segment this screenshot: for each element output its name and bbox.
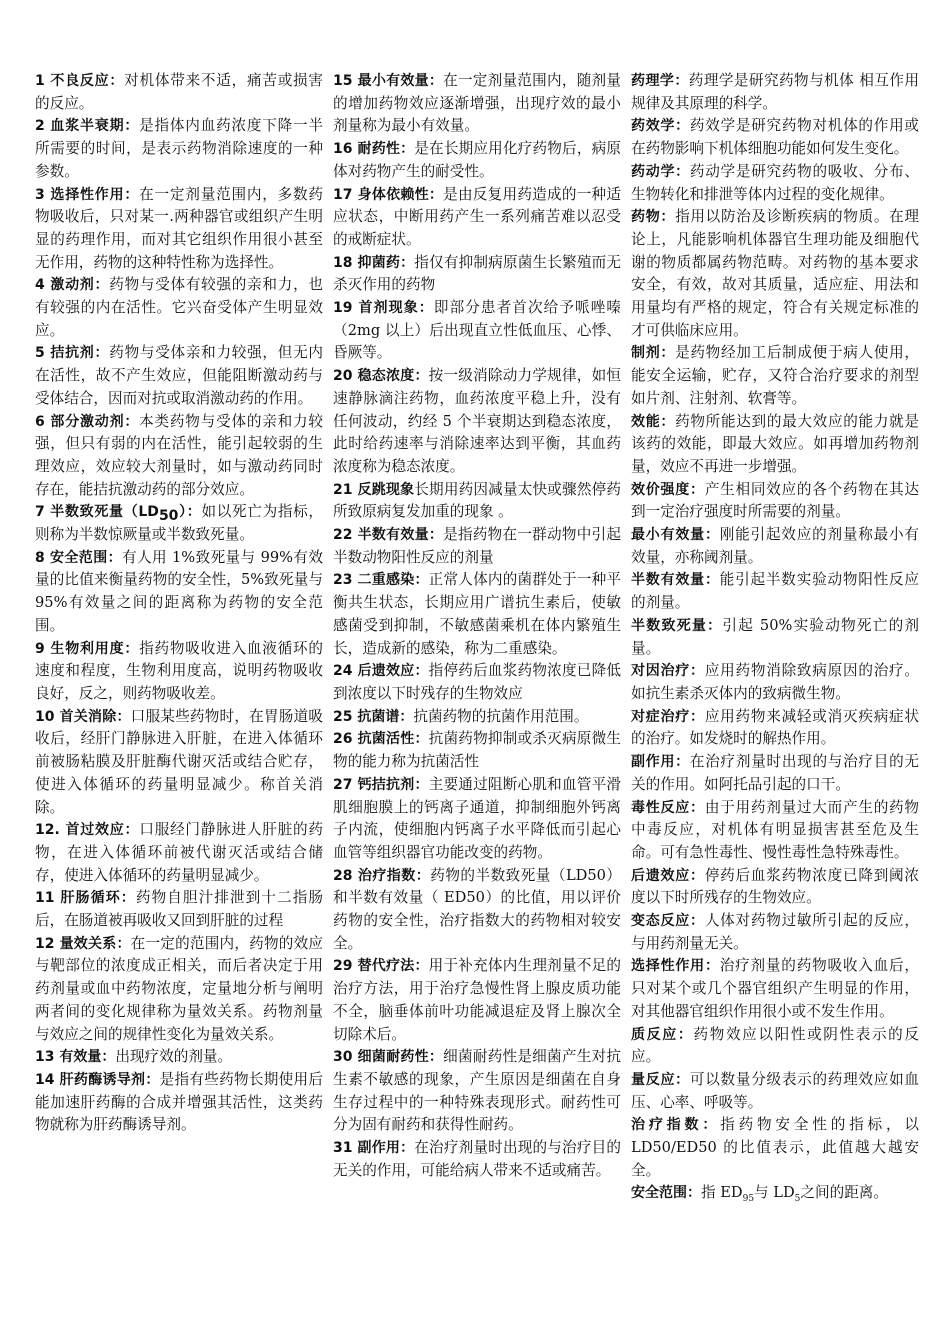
entry-definition: 本类药物与受体的亲和力较强，但只有弱的内在活性，能引起较弱的生理效应，效应较大剂量时，如与激动药同时存在，能拮抗激动药的部分效应。 [35, 412, 323, 498]
entry-term: 对因治疗： [631, 663, 705, 680]
glossary-entry [631, 569, 919, 614]
entry-term: 22 半数有效量： [333, 527, 444, 544]
glossary-entry [35, 933, 323, 1047]
glossary-entry [35, 547, 323, 638]
entry-definition: 即部分患者首次给予哌唑嗪（2mg 以上）后出现直立性低血压、心悸、昏厥等。 [333, 299, 621, 362]
entry-term: 制剂： [631, 345, 676, 362]
column-1 [35, 70, 323, 1300]
glossary-entry [631, 161, 919, 206]
entry-definition: 药物与受体有较强的亲和力，也有较强的内在活性。它兴奋受体产生明显效应。 [35, 276, 323, 339]
entry-definition: 抗菌药物抑制或杀灭病原微生物的能力称为抗菌活性 [333, 730, 621, 771]
entry-term: 8 安全范围： [35, 549, 123, 566]
glossary-entry [631, 206, 919, 342]
entry-subscript: 50 [158, 508, 179, 525]
entry-definition: 药物效应以阳性或阴性表示的反应。 [631, 1025, 919, 1066]
glossary-entry [35, 706, 323, 820]
entry-definition: 有人用 1%致死量与 99%有效量的比值来衡量药物的安全性，5%致死量与 95%有效量之间的距离称为药物的安全范围。 [35, 548, 323, 634]
entry-definition: 是指有些药物长期使用后能加速肝药酶的合成并增强其活性，这类药物就称为肝药酶诱导剂。 [35, 1070, 323, 1134]
glossary-entry [333, 524, 621, 569]
entry-definition: 由于用药剂量过大而产生的药物中毒反应，对机体有明显损害甚至危及生命。可有急性毒性、慢性毒性急特殊毒性。 [631, 798, 919, 861]
glossary-entry [35, 342, 323, 410]
entry-definition: 在治疗剂量时出现的与治疗目的无关的作用，可能给病人带来不适或痛苦。 [333, 1139, 621, 1179]
entry-definition: 人体对药物过敏所引起的反应，与用药剂量无关。 [631, 912, 919, 952]
glossary-entry [333, 660, 621, 705]
glossary-entry [631, 1114, 919, 1182]
entry-term: 13 有效量： [35, 1049, 116, 1066]
glossary-entry [631, 411, 919, 479]
entry-definition: 引起 50%实验动物死亡的剂量。 [631, 616, 919, 657]
glossary-entry [35, 184, 323, 275]
entry-term: 最小有效量： [631, 527, 720, 544]
entry-definition: 可以数量分级表示的药理效应如血压、心率、呼吸等。 [631, 1070, 919, 1111]
entry-definition: 指药物吸收进入血液循环的速度和程度，生物利用度高，说明药物吸收良好，反之，则药物吸收差。 [35, 639, 323, 702]
entry-term: 12 量效关系： [35, 935, 131, 952]
glossary-entry [35, 501, 323, 546]
entry-subscript: 95 [742, 1194, 755, 1205]
glossary-entry [631, 1024, 919, 1069]
entry-definition: 之间的距离。 [800, 1184, 888, 1202]
entry-definition: 停药后血浆药物浓度已降到阈浓度以下时所残存的生物效应。 [631, 866, 919, 907]
entry-definition: 细菌耐药性是细菌产生对抗生素不敏感的现象，产生原因是细菌在自身生存过程中的一种特殊表现形式。耐药性可分为固有耐药和获得性耐药。 [333, 1048, 621, 1134]
entry-term: 药物： [631, 209, 676, 226]
entry-definition: 药物与受体亲和力较强，但无内在活性，故不产生效应，但能阻断激动药与受体结合，因而对抗或取消激动药的作用。 [35, 344, 323, 407]
entry-definition: 正常人体内的菌群处于一种平衡共生状态，长期应用广谱抗生素后，使敏感菌受到抑制，不敏感菌乘机在体内繁殖生长，造成新的感染，称为二重感染。 [333, 571, 621, 657]
glossary-entry [631, 615, 919, 660]
entry-definition: 按一级消除动力学规律，如恒速静脉滴注药物，血药浓度平稳上升，没有任何波动，约经 5 个半衰期达到稳态浓度，此时给药速率与消除速率达到平衡，其血药浓度称为稳态浓度。 [333, 367, 621, 475]
glossary-entry [333, 865, 621, 956]
glossary-entry [631, 1182, 919, 1205]
entry-term: 5 拮抗剂： [35, 345, 110, 362]
entry-term: 半数有效量： [631, 572, 720, 589]
glossary-entry [631, 70, 919, 115]
glossary-entry [631, 660, 919, 705]
entry-term: 20 稳态浓度： [333, 368, 429, 385]
glossary-entry [35, 638, 323, 706]
entry-term: 18 抑菌药： [333, 254, 415, 271]
entry-definition: 是由反复用药造成的一种适应状态，中断用药产生一系列痛苦难以忍受的戒断症状。 [333, 185, 621, 248]
entry-definition: 在一定的范围内，药物的效应与靶部位的浓度成正相关，而后者决定于用药剂量或血中药物浓度，定量地分析与阐明两者间的变化规律称为量效关系。药物剂量与效应之间的规律性变化为量效关系。 [35, 934, 323, 1043]
entry-definition: 是指体内血药浓度下降一半所需要的时间，是表示药物消除速度的一种参数。 [35, 117, 323, 180]
entry-term: 药理学： [631, 73, 689, 89]
entry-term: 变态反应： [631, 913, 705, 930]
entry-definition: 出现疗效的剂量。 [115, 1048, 233, 1066]
entry-definition: 刚能引起效应的剂量称最小有效量，亦称阈剂量。 [631, 526, 919, 566]
entry-definition: 应用药物来减轻或消灭疾病症状的治疗。如发烧时的解热作用。 [631, 707, 919, 748]
entry-definition: 是指药物在一群动物中引起半数动物阳性反应的剂量 [333, 526, 621, 566]
entry-term: 10 首关消除： [35, 708, 131, 725]
entry-term: 29 替代疗法： [333, 958, 429, 975]
glossary-entry [333, 1137, 621, 1182]
glossary-entry [333, 569, 621, 660]
glossary-entry [631, 1069, 919, 1114]
entry-definition: 指用以防治及诊断疾病的物质。在理论上，凡能影响机体器官生理功能及细胞代谢的物质都属药物范畴。对药物的基本要求安全，有效，故对其质量，适应症、用法和用量均有严格的规定，符合有关规定标准的才可供临床应用。 [631, 208, 919, 339]
entry-term: 6 部分激动剂： [35, 413, 140, 430]
entry-definition: 在一定剂量范围内，多数药物吸收后，只对某一.两种器官或组织产生明显的药理作用，而对其它组织作用很小甚至无作用，药物的这种特性称为选择性。 [35, 185, 323, 271]
glossary-entry [333, 706, 621, 729]
entry-term: 12. 首过效应： [35, 822, 140, 839]
glossary-entry [333, 297, 621, 365]
entry-definition: 抗菌药物的抗菌作用范围。 [413, 707, 589, 725]
entry-term: 后遗效应： [631, 867, 705, 884]
entry-term: 26 抗菌活性： [333, 731, 429, 748]
glossary-entry [333, 1046, 621, 1137]
entry-definition: 治疗剂量的药物吸收入血后，只对某个或几个器官组织产生明显的作用，对其他器官组织作用很小或不发生作用。 [631, 957, 919, 1020]
glossary-entry [35, 115, 323, 183]
glossary-entry [333, 774, 621, 865]
glossary-entry [631, 706, 919, 751]
entry-term: 副作用： [631, 754, 690, 771]
entry-definition: 长期用药因减量太快或骤然停药所致原病复发加重的现象 。 [333, 480, 621, 521]
entry-definition: 口服经门静脉进人肝脏的药物，在进入体循环前被代谢灭活或结合储存，使进入体循环的药量明显减少。 [35, 821, 323, 884]
entry-definition: 在一定剂量范围内，随剂量的增加药物效应逐渐增强，出现疗效的最小剂量称为最小有效量。 [333, 72, 621, 135]
glossary-entry [35, 274, 323, 342]
entry-term: 7 半数致死量（LD [35, 504, 159, 521]
entry-definition: 是在长期应用化疗药物后，病原体对药物产生的耐受性。 [333, 140, 621, 180]
glossary-page [35, 70, 920, 1300]
entry-term: 23 二重感染： [333, 572, 429, 589]
entry-definition: 应用药物消除致病原因的治疗。如抗生素杀灭体内的致病微生物。 [631, 662, 919, 702]
entry-term: 27 钙拮抗剂： [333, 776, 429, 793]
glossary-entry [35, 887, 323, 932]
entry-definition: 对机体带来不适，痛苦或损害的反应。 [35, 72, 323, 112]
glossary-entry [631, 797, 919, 865]
entry-term: 药效学： [631, 118, 690, 135]
column-3 [631, 70, 919, 1300]
glossary-entry [631, 479, 919, 524]
glossary-entry [35, 1069, 323, 1137]
entry-definition: 药物自胆汁排泄到十二指肠后，在肠道被再吸收又回到肝脏的过程 [35, 889, 323, 930]
entry-definition: 在治疗剂量时出现的与治疗目的无关的作用。如阿托品引起的口干。 [631, 753, 919, 793]
entry-term: 16 耐药性： [333, 141, 415, 158]
entry-term: 28 治疗指数： [333, 867, 431, 884]
glossary-entry [631, 342, 919, 410]
entry-subscript: 5 [794, 1194, 801, 1205]
entry-term: 31 副作用： [333, 1140, 415, 1157]
entry-definition: 药动学是研究药物的吸收、分布、生物转化和排泄等体内过程的变化规律。 [631, 162, 919, 203]
entry-term: 治疗指数： [631, 1117, 721, 1134]
entry-definition: 药物的半数致死量（LD50）和半数有效量（ ED50）的比值，用以评价药物的安全性，治疗指数大的药物相对较安全。 [333, 866, 621, 952]
entry-term: 30 细菌耐药性： [333, 1049, 444, 1066]
entry-definition: 如以死亡为指标，则称为半数惊厥量或半数致死量。 [35, 503, 323, 544]
entry-term: 对症治疗： [631, 708, 705, 725]
glossary-entry [631, 910, 919, 955]
entry-definition: 产生相同效应的各个药物在其达到一定治疗强度时所需要的剂量。 [631, 480, 919, 521]
entry-term: 25 抗菌谱： [333, 708, 414, 725]
glossary-entry [333, 138, 621, 183]
entry-definition: 能引起半数实验动物阳性反应的剂量。 [631, 571, 919, 612]
glossary-entry [35, 819, 323, 887]
entry-term: 17 身体依赖性： [333, 186, 444, 203]
glossary-entry [333, 252, 621, 297]
entry-term: 14 肝药酶诱导剂： [35, 1071, 160, 1088]
entry-term: 4 激动剂： [35, 277, 110, 294]
glossary-entry [333, 479, 621, 524]
entry-term: 21 反跳现象 [333, 481, 415, 498]
entry-term: 2 血浆半衰期： [35, 118, 140, 135]
entry-term: ）： [178, 504, 202, 521]
entry-term: 量反应： [631, 1071, 690, 1088]
glossary-entry [631, 955, 919, 1023]
glossary-entry [35, 1046, 323, 1069]
entry-term: 3 选择性作用： [35, 186, 140, 203]
glossary-entry [631, 115, 919, 160]
glossary-entry [631, 524, 919, 569]
glossary-entry [35, 70, 323, 115]
entry-term: 效能： [631, 413, 676, 430]
glossary-entry [35, 411, 323, 502]
entry-term: 24 后遗效应： [333, 663, 429, 680]
entry-definition: 主要通过阻断心肌和血管平滑肌细胞膜上的钙离子通道，抑制细胞外钙离子内流，使细胞内钙离子水平降低而引起心血管等组织器官功能改变的药物。 [333, 775, 621, 861]
entry-term: 11 肝肠循环： [35, 890, 136, 907]
entry-term: 毒性反应： [631, 799, 705, 816]
entry-definition: 是药物经加工后制成便于病人使用，能安全运输，贮存，又符合治疗要求的剂型如片剂、注射剂、软膏等。 [631, 344, 919, 407]
entry-definition: 用于补充体内生理剂量不足的治疗方法，用于治疗急慢性肾上腺皮质功能不全，脑垂体前叶功能减退症及肾上腺次全切除术后。 [333, 957, 621, 1043]
glossary-entry [333, 728, 621, 773]
entry-definition: 与 LD [754, 1184, 795, 1202]
entry-term: 1 不良反应： [35, 73, 125, 89]
entry-definition: 指药物安全性的指标，以 LD50/ED50 的比值表示，此值越大越安全。 [631, 1116, 919, 1179]
entry-definition: 指 ED [701, 1184, 743, 1202]
entry-term: 19 首剂现象： [333, 300, 434, 317]
entry-term: 质反应： [631, 1026, 694, 1043]
entry-term: 15 最小有效量： [333, 73, 444, 89]
glossary-entry [333, 955, 621, 1046]
entry-definition: 药理学是研究药物与机体 相互作用规律及其原理的科学。 [631, 72, 919, 112]
entry-definition: 指仅有抑制病原菌生长繁殖而无杀灭作用的药物 [333, 253, 621, 294]
entry-term: 效价强度： [631, 481, 705, 498]
entry-term: 选择性作用： [631, 958, 720, 975]
glossary-entry [333, 70, 621, 138]
entry-term: 9 生物利用度： [35, 640, 140, 657]
entry-definition: 药物所能达到的最大效应的能力就是该药的效能，即最大效应。如再增加药物剂量，效应不再进一步增强。 [631, 412, 919, 475]
glossary-entry [333, 365, 621, 479]
entry-definition: 口服某些药物时，在胃肠道吸收后，经肝门静脉进入肝脏，在进入体循环前被肠粘膜及肝脏酶代谢灭活或结合贮存，使进入体循环的药量明显减少。称首关消除。 [35, 707, 323, 816]
entry-term: 药动学： [631, 163, 690, 180]
column-2 [333, 70, 621, 1300]
entry-definition: 指停药后血浆药物浓度已降低到浓度以下时残存的生物效应 [333, 662, 621, 702]
entry-term: 半数致死量： [631, 617, 723, 634]
entry-definition: 药效学是研究药物对机体的作用或在药物影响下机体细胞功能如何发生变化。 [631, 117, 919, 158]
entry-term: 安全范围： [631, 1185, 701, 1202]
glossary-entry [631, 751, 919, 796]
glossary-entry [333, 184, 621, 252]
glossary-entry [631, 865, 919, 910]
